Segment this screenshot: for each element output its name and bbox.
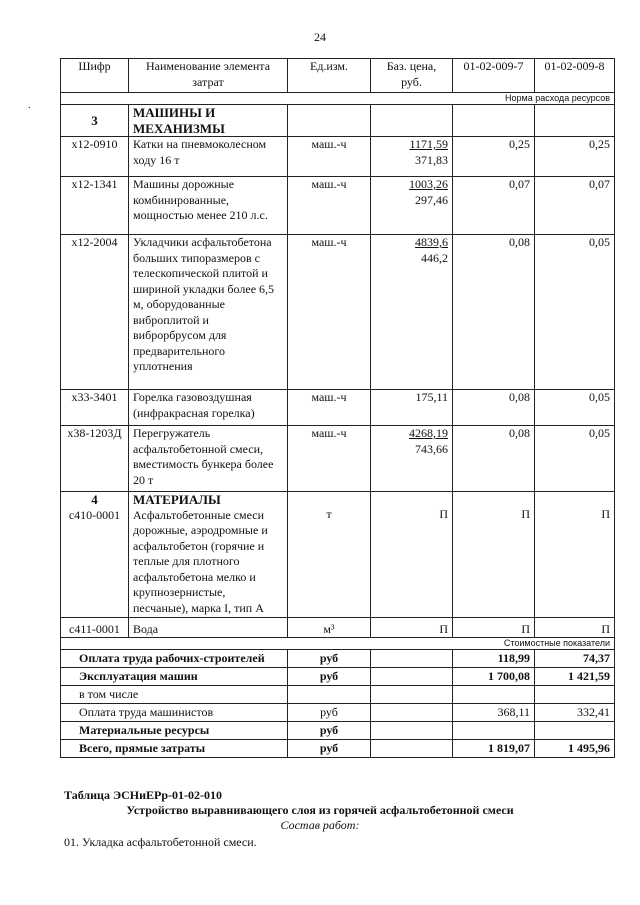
summary-row <box>61 704 615 722</box>
section-title: МАШИНЫ И МЕХАНИЗМЫ <box>129 105 288 137</box>
row-unit: маш.-ч <box>288 426 371 492</box>
resource-table <box>60 58 615 758</box>
table-row <box>61 177 615 235</box>
row-unit: т <box>326 507 332 521</box>
summary-label: в том числе <box>61 686 288 704</box>
row-code: х38-1203Д <box>61 426 129 492</box>
summary-value-b: 332,41 <box>535 704 615 722</box>
summary-label: Всего, прямые затраты <box>61 740 288 758</box>
row-value-a: 0,08 <box>453 235 535 390</box>
header-col-a: 01-02-009-7 <box>453 59 535 93</box>
next-table-subtitle: Устройство выравнивающего слоя из горячей асфальтобетонной смеси <box>126 803 514 817</box>
row-code: с410-0001 <box>68 507 121 522</box>
row-value-b: 0,05 <box>535 390 615 426</box>
row-name: Горелка газовоздушная (инфракрасная горелка) <box>129 390 288 426</box>
table-row <box>61 426 615 492</box>
summary-row <box>61 650 615 668</box>
work-item: 01. Укладка асфальтобетонной смеси. <box>64 835 257 849</box>
table-row <box>61 235 615 390</box>
band-cost: Стоимостные показатели <box>61 638 615 650</box>
row-name: Асфальтобетонные смеси дорожные, аэродромные и асфальтобетон (горячие и теплые для плотного асфальтобетона мелко и крупнозернистые, песчаные), марка I, тип А <box>133 507 268 615</box>
row-value-b: П <box>601 507 610 521</box>
section-row <box>61 105 615 137</box>
row-value-b: П <box>535 618 615 638</box>
row-price: 1171,59 <box>409 137 448 151</box>
row-unit: маш.-ч <box>288 390 371 426</box>
row-price: П <box>439 507 448 521</box>
summary-value-b: 1 421,59 <box>535 668 615 686</box>
section-number: 3 <box>61 105 129 137</box>
band-norm: Норма расхода ресурсов <box>61 93 615 105</box>
row-value-b: 0,07 <box>535 177 615 235</box>
row-price-wage: 297,46 <box>415 192 448 207</box>
summary-value-a: 1 819,07 <box>453 740 535 758</box>
summary-value-a: 368,11 <box>453 704 535 722</box>
row-value-a: 0,08 <box>453 390 535 426</box>
summary-value-b: 74,37 <box>535 650 615 668</box>
row-code: х12-0910 <box>61 137 129 177</box>
row-value-a: 0,07 <box>453 177 535 235</box>
row-value-a: 0,25 <box>453 137 535 177</box>
row-value-b: 0,05 <box>535 235 615 390</box>
header-name: Наименование элемента затрат <box>129 59 288 93</box>
row-code: х12-1341 <box>61 177 129 235</box>
summary-label: Материальные ресурсы <box>61 722 288 740</box>
section-title: МАТЕРИАЛЫ <box>133 492 221 507</box>
row-code: х33-3401 <box>61 390 129 426</box>
row-name: Вода <box>129 618 288 638</box>
row-code: с411-0001 <box>61 618 129 638</box>
summary-label: Оплата труда машинистов <box>61 704 288 722</box>
summary-label: Эксплуатация машин <box>61 668 288 686</box>
summary-row <box>61 722 615 740</box>
row-price: 4839,6 <box>415 235 448 249</box>
table-row <box>61 618 615 638</box>
row-value-a: П <box>521 507 530 521</box>
row-price-wage: 743,66 <box>415 441 448 456</box>
row-price: П <box>371 618 453 638</box>
row-unit: маш.-ч <box>288 177 371 235</box>
band-cost-row <box>61 638 615 650</box>
section-number: 4 <box>91 492 98 507</box>
header-col-b: 01-02-009-8 <box>535 59 615 93</box>
header-price: Баз. цена, руб. <box>371 59 453 93</box>
margin-mark: . <box>28 100 31 111</box>
row-price-wage: 371,83 <box>415 152 448 167</box>
header-unit: Ед.изм. <box>288 59 371 93</box>
row-value-b: 0,05 <box>535 426 615 492</box>
summary-unit: руб <box>288 740 371 758</box>
header-code: Шифр <box>61 59 129 93</box>
next-table-title: Таблица ЭСНиЕРр-01-02-010 <box>64 788 223 802</box>
summary-row <box>61 668 615 686</box>
row-price: 1003,26 <box>409 177 448 191</box>
table-row <box>61 390 615 426</box>
table-row <box>61 137 615 177</box>
work-heading: Состав работ: <box>280 818 360 832</box>
page-number: 24 <box>314 30 326 44</box>
row-name: Машины дорожные комбинированные, мощностью менее 210 л.с. <box>129 177 288 235</box>
row-unit: маш.-ч <box>288 137 371 177</box>
row-code: х12-2004 <box>61 235 129 390</box>
summary-unit: руб <box>288 704 371 722</box>
summary-value-a: 1 700,08 <box>453 668 535 686</box>
summary-value-b: 1 495,96 <box>535 740 615 758</box>
row-unit: м³ <box>288 618 371 638</box>
summary-row-total <box>61 740 615 758</box>
summary-value-a: 118,99 <box>453 650 535 668</box>
summary-label: Оплата труда рабочих-строителей <box>61 650 288 668</box>
summary-row <box>61 686 615 704</box>
row-name: Перегружатель асфальтобетонной смеси, вместимость бункера более 20 т <box>129 426 288 492</box>
table-row <box>61 492 615 618</box>
row-unit: маш.-ч <box>288 235 371 390</box>
row-name: Катки на пневмоколесном ходу 16 т <box>129 137 288 177</box>
row-price: 175,11 <box>415 390 448 404</box>
row-value-a: 0,08 <box>453 426 535 492</box>
header-row <box>61 59 615 93</box>
row-price: 4268,19 <box>409 426 448 440</box>
summary-unit: руб <box>288 722 371 740</box>
summary-unit: руб <box>288 668 371 686</box>
row-price-wage: 446,2 <box>421 250 448 265</box>
summary-unit: руб <box>288 650 371 668</box>
row-value-a: П <box>453 618 535 638</box>
row-name: Укладчики асфальтобетона больших типоразмеров с телескопической плитой и шириной укладки более 6,5 м, оборудованные виброплитой и виброрбрусом для предварительного уплотнения <box>129 235 288 390</box>
row-value-b: 0,25 <box>535 137 615 177</box>
band-norm-row <box>61 93 615 105</box>
